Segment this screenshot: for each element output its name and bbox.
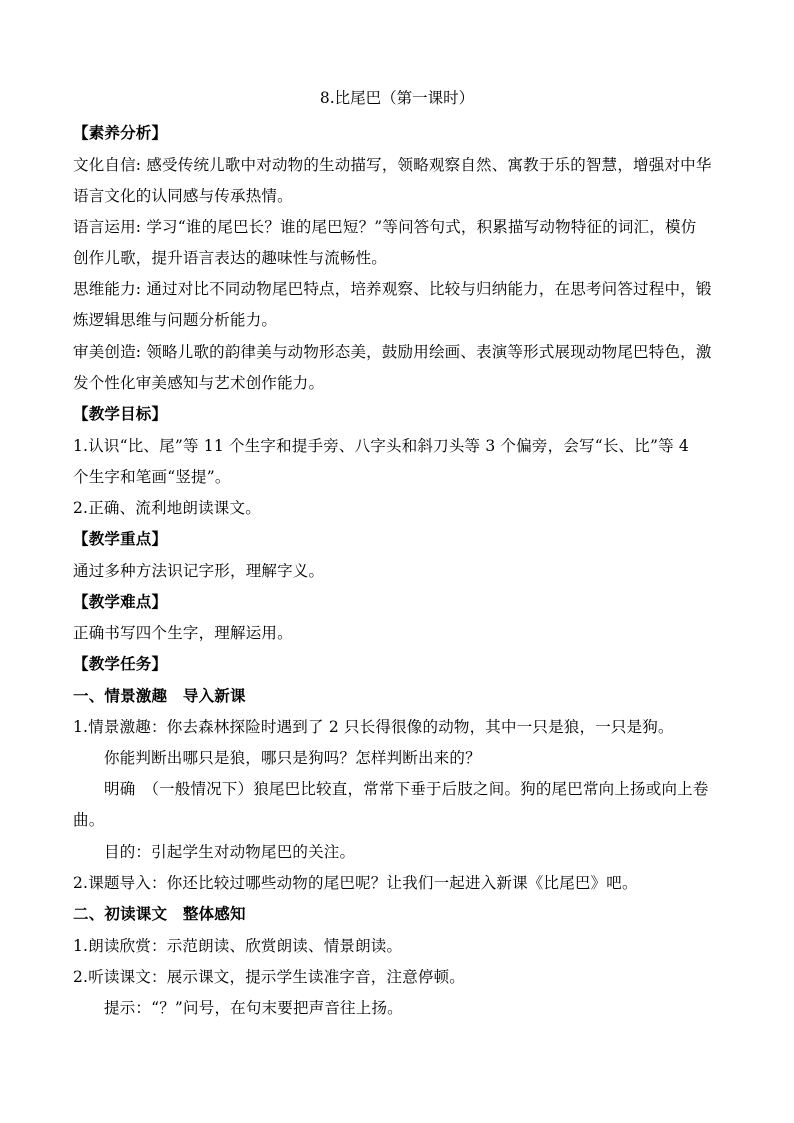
paragraph-line: 2.听读课文：展示课文，提示学生读准字音，注意停顿。 [73,968,465,986]
paragraph-line: 通过多种方法识记字形，理解字义。 [73,562,325,580]
paragraph-line: 语言运用: 学习“谁的尾巴长？谁的尾巴短？”等问答句式，积累描写动物特征的词汇，模仿 [73,218,697,236]
paragraph-line: 发个性化审美感知与艺术创作能力。 [73,374,325,392]
paragraph-line: 你能判断出哪只是狼，哪只是狗吗？怎样判断出来的？ [104,749,481,767]
paragraph-line: 创作儿歌，提升语言表达的趣味性与流畅性。 [73,249,388,267]
paragraph-line: 2.课题导入：你还比较过哪些动物的尾巴呢？让我们一起进入新课《比尾巴》吧。 [73,874,638,892]
paragraph-line: 语言文化的认同感与传承热情。 [73,187,293,205]
paragraph-line: 提示：“？”问号，在句末要把声音往上扬。 [104,999,403,1017]
paragraph-line: 1.认识“比、尾”等 11 个生字和提手旁、八字头和斜刀头等 3 个偏旁，会写“长、比”等 4 [73,437,689,455]
paragraph-line: 炼逻辑思维与问题分析能力。 [73,311,278,329]
paragraph-line: 明确 （一般情况下）狼尾巴比较直，常常下垂于后肢之间。狗的尾巴常向上扬或向上卷 [104,780,709,798]
section-heading-teaching-difficulty: 【教学难点】 [73,592,168,611]
section-heading-teaching-goals: 【教学目标】 [73,404,168,423]
paragraph-line: 1.情景激趣：你去森林探险时遇到了 2 只长得很像的动物，其中一只是狼，一只是狗。 [73,718,674,736]
paragraph-line: 正确书写四个生字，理解运用。 [73,624,293,642]
paragraph-line: 1.朗读欣赏：示范朗读、欣赏朗读、情景朗读。 [73,937,403,955]
section-heading-teaching-focus: 【教学重点】 [73,529,168,548]
paragraph-line: 文化自信: 感受传统儿歌中对动物的生动描写，领略观察自然、寓教于乐的智慧，增强对中华 [73,156,712,174]
paragraph-line: 审美创造: 领略儿歌的韵律美与动物形态美，鼓励用绘画、表演等形式展现动物尾巴特色，激 [73,343,712,361]
document-title: 8.比尾巴（第一课时） [319,89,475,107]
paragraph-line: 曲。 [73,811,105,829]
subsection-heading-2: 二、初读课文 整体感知 [73,904,246,923]
paragraph-line: 2.正确、流利地朗读课文。 [73,499,261,517]
paragraph-line: 个生字和笔画“竖提”。 [73,468,231,486]
paragraph-line: 思维能力: 通过对比不同动物尾巴特点，培养观察、比较与归纳能力，在思考问答过程中，锻 [73,280,712,298]
subsection-heading-1: 一、情景激趣 导入新课 [73,686,246,705]
section-heading-teaching-tasks: 【教学任务】 [73,654,168,673]
paragraph-line: 目的：引起学生对动物尾巴的关注。 [104,843,356,861]
section-heading-literacy-analysis: 【素养分析】 [73,123,168,142]
